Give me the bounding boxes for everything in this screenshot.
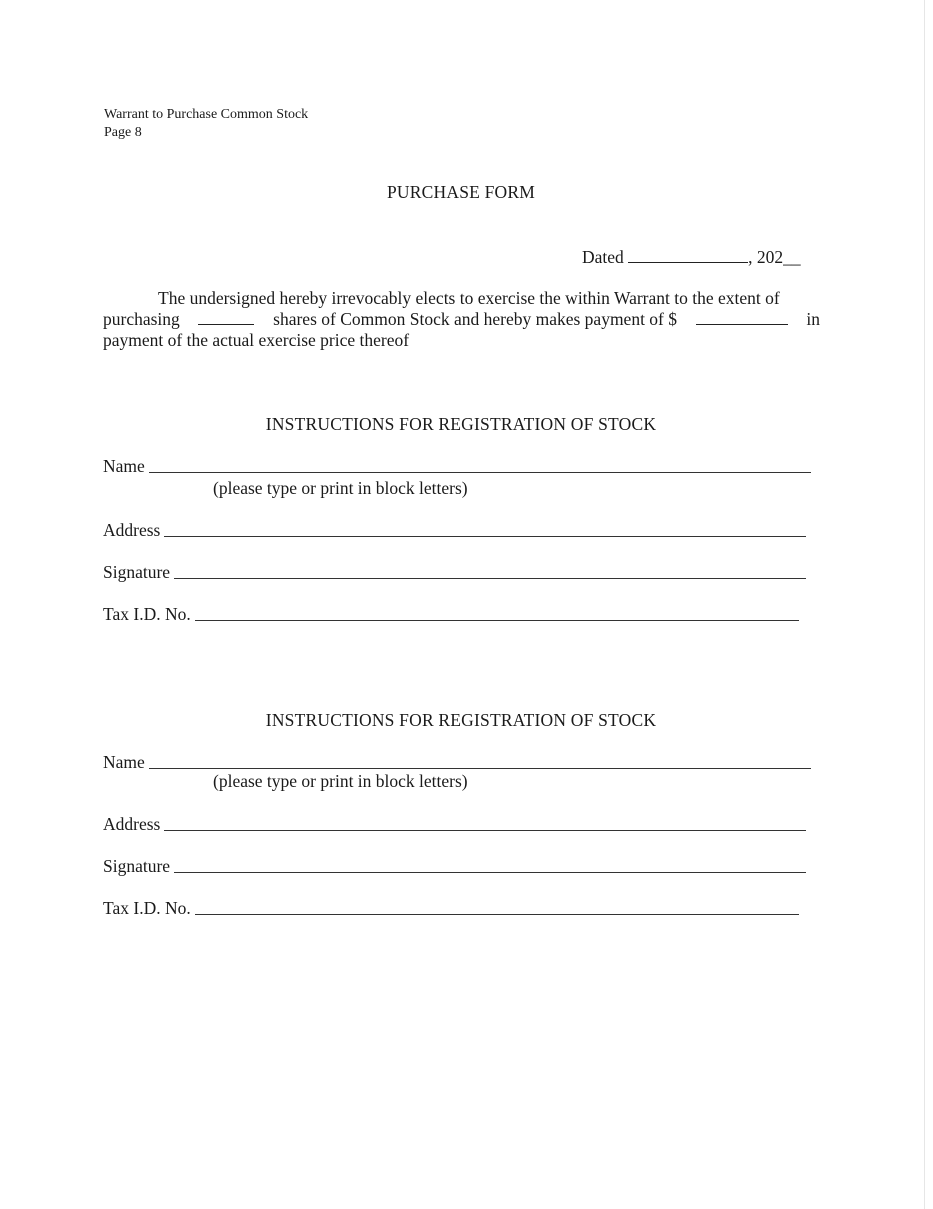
name-hint: (please type or print in block letters) (213, 478, 468, 498)
name-label: Name (103, 752, 145, 772)
dated-line (582, 246, 801, 268)
tax-id-line[interactable] (195, 619, 799, 621)
tax-id-label: Tax I.D. No. (103, 898, 191, 918)
shares-blank[interactable] (198, 309, 254, 325)
signature-label: Signature (103, 562, 171, 582)
address-field (103, 814, 806, 835)
tax-id-line[interactable] (195, 913, 799, 915)
registration-section-title: INSTRUCTIONS FOR REGISTRATION OF STOCK (265, 414, 657, 434)
name-line[interactable] (149, 471, 811, 473)
scan-edge-line (924, 0, 925, 1209)
address-field (103, 520, 806, 541)
date-blank[interactable] (628, 246, 748, 263)
name-field (103, 456, 811, 477)
tax-id-field (103, 898, 799, 919)
payment-amount-blank[interactable] (696, 309, 788, 325)
paragraph-line-2: purchasing shares of Common Stock and hereby makes payment of $ in (103, 309, 820, 329)
signature-line[interactable] (174, 577, 806, 579)
address-label: Address (103, 814, 161, 834)
signature-field (103, 856, 806, 877)
document-title: Warrant to Purchase Common Stock (104, 107, 309, 122)
dated-label: Dated (582, 247, 624, 267)
registration-section-title: INSTRUCTIONS FOR REGISTRATION OF STOCK (265, 710, 657, 730)
year-label: , 202__ (748, 247, 801, 267)
name-label: Name (103, 456, 145, 476)
address-line[interactable] (164, 535, 806, 537)
election-paragraph (103, 288, 820, 351)
signature-field (103, 562, 806, 583)
page-header (104, 106, 308, 142)
paragraph-line-1: The undersigned hereby irrevocably elects to exercise the within Warrant to the extent of (158, 288, 780, 308)
name-field (103, 752, 811, 773)
name-hint: (please type or print in block letters) (213, 771, 468, 791)
address-label: Address (103, 520, 161, 540)
signature-line[interactable] (174, 871, 806, 873)
name-line[interactable] (149, 767, 811, 769)
signature-label: Signature (103, 856, 171, 876)
tax-id-label: Tax I.D. No. (103, 604, 191, 624)
page-number: Page 8 (104, 125, 142, 140)
form-title: PURCHASE FORM (387, 182, 535, 202)
address-line[interactable] (164, 829, 806, 831)
paragraph-line-3: payment of the actual exercise price thereof (103, 330, 410, 350)
tax-id-field (103, 604, 799, 625)
